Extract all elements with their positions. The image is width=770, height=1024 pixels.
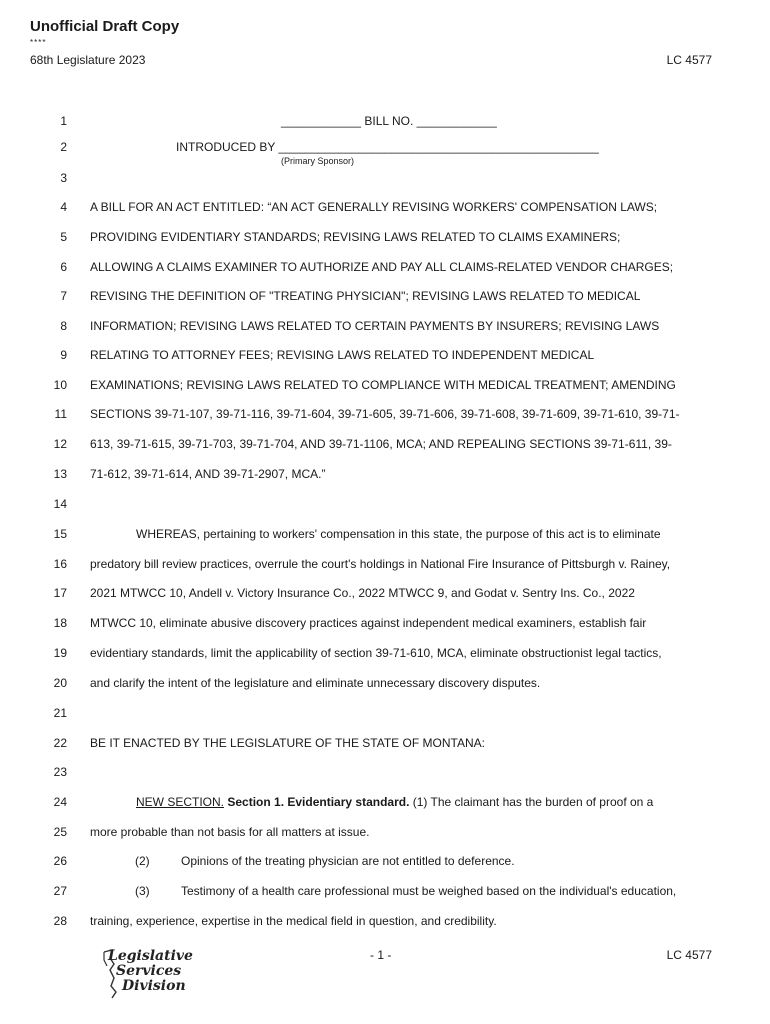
title-line: INFORMATION; REVISING LAWS RELATED TO CERTAIN PAYMENTS BY INSURERS; REVISING LAWS — [90, 319, 660, 333]
title-line: EXAMINATIONS; REVISING LAWS RELATED TO COMPLIANCE WITH MEDICAL TREATMENT; AMENDING — [90, 378, 676, 392]
title-line: SECTIONS 39-71-107, 39-71-116, 39-71-604, 39-71-605, 39-71-606, 39-71-608, 39-71-609, 39-71-610, 39-71- — [90, 407, 680, 421]
title-line: 71-612, 39-71-614, AND 39-71-2907, MCA.” — [90, 467, 326, 481]
line-number: 17 — [53, 586, 67, 600]
line-number: 6 — [60, 260, 67, 274]
line-number: 19 — [53, 646, 67, 660]
line-number: 7 — [60, 289, 67, 303]
whereas-line: MTWCC 10, eliminate abusive discovery practices against independent medical examiners, establish fair — [90, 616, 647, 630]
subsection-number: (2) — [135, 854, 150, 868]
title-line: A BILL FOR AN ACT ENTITLED: “AN ACT GENERALLY REVISING WORKERS' COMPENSATION LAWS; — [90, 200, 658, 214]
line-number: 3 — [60, 171, 67, 185]
new-section-marker: NEW SECTION. — [136, 795, 225, 809]
line-number: 4 — [60, 200, 67, 214]
line-number: 2 — [60, 140, 67, 154]
line-number: 12 — [53, 437, 67, 451]
legislative-services-division-logo — [98, 948, 193, 1000]
legislature-label: 68th Legislature 2023 — [30, 53, 146, 67]
title-line: RELATING TO ATTORNEY FEES; REVISING LAWS RELATED TO INDEPENDENT MEDICAL — [90, 348, 595, 362]
primary-sponsor-label: (Primary Sponsor) — [281, 156, 355, 166]
whereas-line: and clarify the intent of the legislature and eliminate unnecessary discovery disputes. — [90, 676, 541, 690]
line-number: 21 — [53, 706, 67, 720]
introduced-by-line: INTRODUCED BY ________________________________________________ — [176, 140, 599, 154]
lc-number-footer: LC 4577 — [666, 948, 712, 962]
line-number: 18 — [53, 616, 67, 630]
line-number: 8 — [60, 319, 67, 333]
logo-line: Division — [122, 978, 186, 994]
page-number: - 1 - — [370, 948, 392, 962]
subsection-continuation: training, experience, expertise in the medical field in question, and credibility. — [90, 914, 497, 928]
logo-line: Services — [116, 963, 182, 979]
line-number: 11 — [54, 407, 67, 421]
subsection-text: Testimony of a health care professional must be weighed based on the individual's education, — [181, 884, 677, 898]
title-line: ALLOWING A CLAIMS EXAMINER TO AUTHORIZE AND PAY ALL CLAIMS-RELATED VENDOR CHARGES; — [90, 260, 674, 274]
line-number: 15 — [53, 527, 67, 541]
bill-number-line: ____________ BILL NO. ____________ — [281, 114, 497, 128]
line-number: 1 — [60, 114, 67, 128]
line-number: 25 — [53, 825, 67, 839]
subsection-text: Opinions of the treating physician are not entitled to deference. — [181, 854, 515, 868]
line-number: 24 — [53, 795, 67, 809]
whereas-line: 2021 MTWCC 10, Andell v. Victory Insurance Co., 2022 MTWCC 9, and Godat v. Sentry Ins. Co., 2022 — [90, 586, 635, 600]
whereas-line: evidentiary standards, limit the applicability of section 39-71-610, MCA, eliminate obstructionist legal tactics, — [90, 646, 662, 660]
title-line: PROVIDING EVIDENTIARY STANDARDS; REVISING LAWS RELATED TO CLAIMS EXAMINERS; — [90, 230, 621, 244]
logo-line: Legislative — [108, 948, 193, 964]
enacting-clause: BE IT ENACTED BY THE LEGISLATURE OF THE STATE OF MONTANA: — [90, 736, 485, 750]
subsection-number: (3) — [135, 884, 150, 898]
section-1-continuation: more probable than not basis for all matters at issue. — [90, 825, 370, 839]
line-number: 10 — [53, 378, 67, 392]
line-number: 5 — [60, 230, 67, 244]
section-1-heading: Section 1. Evidentiary standard. — [227, 795, 410, 809]
draft-title: Unofficial Draft Copy — [30, 18, 180, 35]
whereas-line: WHEREAS, pertaining to workers' compensation in this state, the purpose of this act is to eliminate — [136, 527, 661, 541]
line-number: 16 — [53, 557, 67, 571]
whereas-line: predatory bill review practices, overrule the court's holdings in National Fire Insurance of Pittsburgh v. Rainey, — [90, 557, 671, 571]
lc-number-header: LC 4577 — [666, 53, 712, 67]
title-line: 613, 39-71-615, 39-71-703, 39-71-704, AND 39-71-1106, MCA; AND REPEALING SECTIONS 39-71-611, 39- — [90, 437, 672, 451]
section-1-line — [90, 795, 653, 809]
line-number: 22 — [53, 736, 67, 750]
line-number: 27 — [53, 884, 67, 898]
line-number: 13 — [53, 467, 67, 481]
stars-marker: **** — [30, 38, 47, 47]
line-number: 14 — [53, 497, 67, 511]
line-number: 20 — [53, 676, 67, 690]
line-number: 9 — [60, 348, 67, 362]
title-line: REVISING THE DEFINITION OF "TREATING PHYSICIAN"; REVISING LAWS RELATED TO MEDICAL — [90, 289, 641, 303]
line-number: 28 — [53, 914, 67, 928]
line-number: 26 — [53, 854, 67, 868]
section-1-text: (1) The claimant has the burden of proof on a — [409, 795, 654, 809]
line-number: 23 — [53, 765, 67, 779]
